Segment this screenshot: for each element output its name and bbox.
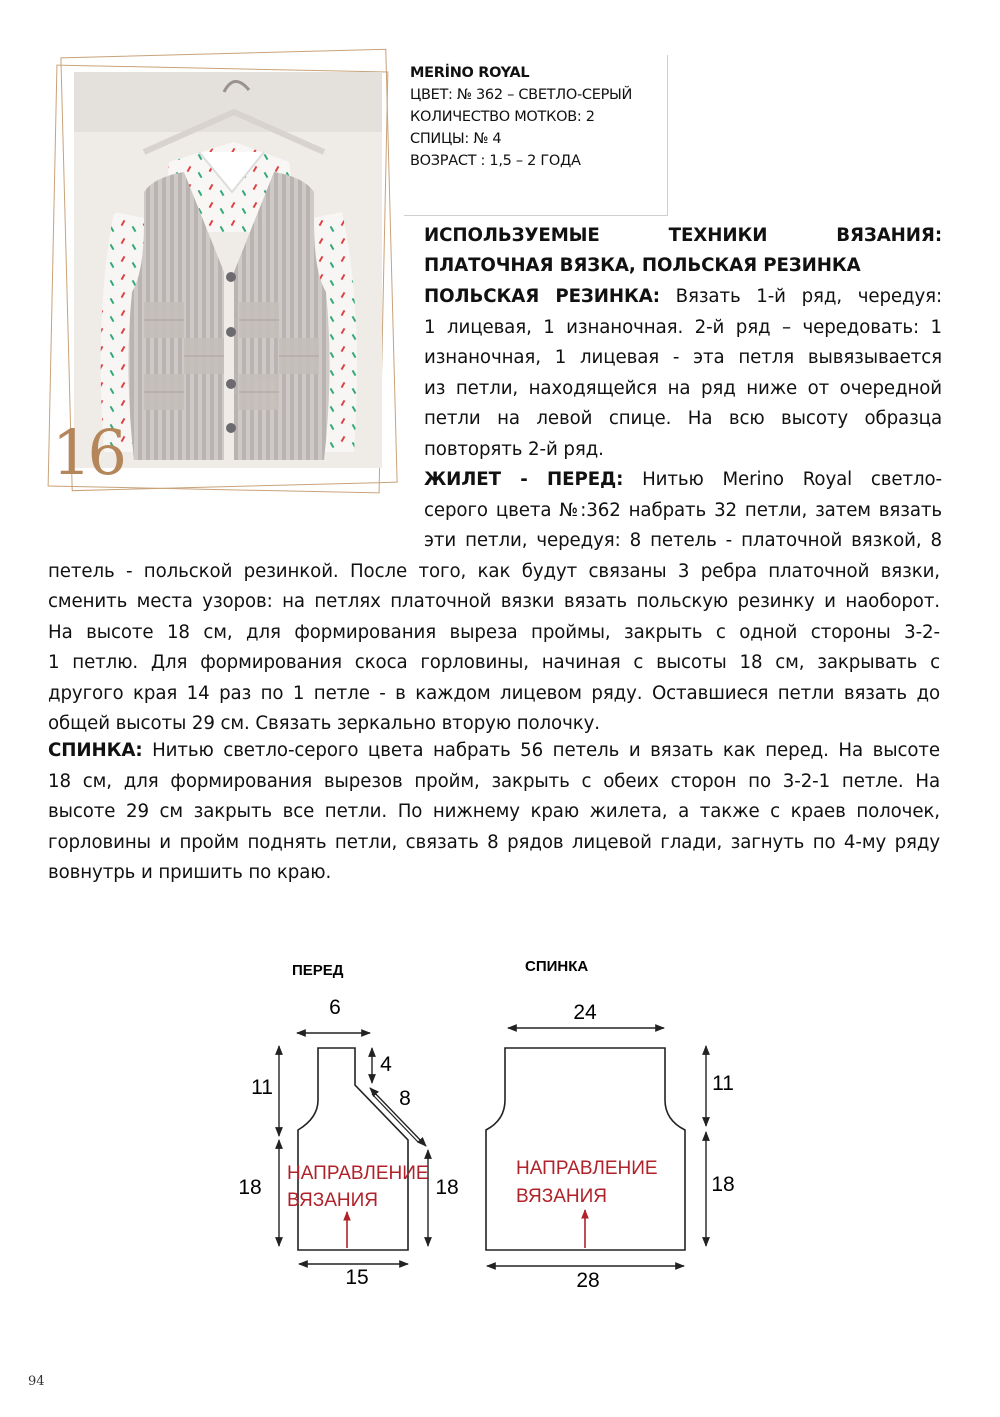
pattern-schema xyxy=(0,940,1000,1300)
back-line-4: горловины и пройм поднять петли, связать 8 рядов лицевой глади, загнуть по 4-му ряду xyxy=(48,832,940,853)
polish-rib-line-2: 1 лицевая, 1 изнаночная. 2-й ряд – чередовать: 1 xyxy=(424,317,942,338)
back-label: СПИНКА: xyxy=(48,740,143,761)
front-direction-line1: НАПРАВЛЕНИЕ xyxy=(287,1163,429,1184)
polish-rib-line-6: повторять 2-й ряд. xyxy=(424,439,604,460)
techniques-heading-line2: ПЛАТОЧНАЯ ВЯЗКА, ПОЛЬСКАЯ РЕЗИНКА xyxy=(424,255,861,276)
front-label: ЖИЛЕТ - ПЕРЕД: xyxy=(424,469,624,490)
front-neck-drop-label: 4 xyxy=(380,1053,392,1076)
polish-rib-label: ПОЛЬСКАЯ РЕЗИНКА: xyxy=(424,286,660,307)
front-direction-line2: ВЯЗАНИЯ xyxy=(287,1190,379,1211)
front-neck-slope-label: 8 xyxy=(399,1087,411,1110)
front-body-right-label: 18 xyxy=(435,1176,459,1199)
front-piece-outline xyxy=(298,1048,408,1250)
yarn-title: MERİNO ROYAL xyxy=(410,65,530,81)
needle-size: СПИЦЫ: № 4 xyxy=(410,131,502,147)
back-top-width-label: 24 xyxy=(573,1001,597,1024)
front-line-6: На высоте 18 см, для формирования выреза проймы, закрыть с одной стороны 3-2- xyxy=(48,622,940,643)
back-direction-line2: ВЯЗАНИЯ xyxy=(516,1186,608,1207)
knitted-vest-photo xyxy=(74,72,382,468)
page-number: 94 xyxy=(28,1374,45,1389)
back-armhole-label: 11 xyxy=(712,1072,734,1095)
polish-rib-line-4: из петли, находящейся на ряд ниже от очередной xyxy=(424,378,942,399)
back-schema-title: СПИНКА xyxy=(525,958,589,975)
front-neck-slope-dim-inner xyxy=(372,1094,418,1142)
child-age: ВОЗРАСТ : 1,5 – 2 ГОДА xyxy=(410,153,581,169)
back-line-3: высоте 29 см закрыть все петли. По нижнему краю жилета, а также с краев полочек, xyxy=(48,801,940,822)
back-line-2: 18 см, для формирования вырезов пройм, закрыть с обеих сторон по 3-2-1 петле. На xyxy=(48,771,940,792)
skein-count: КОЛИЧЕСТВО МОТКОВ: 2 xyxy=(410,109,595,125)
yarn-color: ЦВЕТ: № 362 – СВЕТЛО-СЕРЫЙ xyxy=(410,87,633,103)
back-line-1: СПИНКА: Нитью светло-серого цвета набрать 56 петель и вязать как перед. На высоте xyxy=(48,740,940,761)
polish-rib-line-1: ПОЛЬСКАЯ РЕЗИНКА: Вязать 1-й ряд, чередуя: xyxy=(424,286,942,307)
front-line-3: эти петли, чередуя: 8 петель - платочной вязкой, 8 xyxy=(424,530,942,551)
front-schema-title: ПЕРЕД xyxy=(292,962,344,979)
front-body-left-label: 18 xyxy=(238,1176,262,1199)
polish-rib-line-3: изнаночная, 1 лицевая - эта петля вывязывается xyxy=(424,347,942,368)
front-line-8: другого края 14 раз по 1 петле - в каждом лицевом ряду. Оставшиеся петли вязать до xyxy=(48,683,940,704)
front-armhole-label: 11 xyxy=(251,1076,273,1099)
front-line-4: петель - польской резинкой. После того, как будут связаны 3 ребра платочной вязки, xyxy=(48,561,940,582)
polish-rib-line-5: петли на левой спице. На всю высоту образца xyxy=(424,408,942,429)
front-width-label: 15 xyxy=(345,1266,369,1289)
back-width-label: 28 xyxy=(576,1269,600,1292)
front-line-2: серого цвета №:362 набрать 32 петли, затем вязать xyxy=(424,500,942,521)
pattern-number: 16 xyxy=(52,416,123,489)
front-line-9: общей высоты 29 см. Связать зеркально вторую полочку. xyxy=(48,713,600,734)
back-line-5: вовнутрь и пришить по краю. xyxy=(48,862,332,883)
vest-illustration xyxy=(74,72,382,468)
front-line-1: ЖИЛЕТ - ПЕРЕД: Нитью Merino Royal светло- xyxy=(424,469,942,490)
techniques-heading-line1: ИСПОЛЬЗУЕМЫЕ ТЕХНИКИ ВЯЗАНИЯ: xyxy=(424,225,942,246)
front-line-7: 1 петлю. Для формирования скоса горловины, начиная с высоты 18 см, закрывать с xyxy=(48,652,940,673)
front-shoulder-label: 6 xyxy=(329,996,341,1019)
back-direction-line1: НАПРАВЛЕНИЕ xyxy=(516,1158,658,1179)
back-body-label: 18 xyxy=(711,1173,735,1196)
front-line-5: сменить места узоров: на петлях платочной вязки вязать польскую резинку и наоборот. xyxy=(48,591,940,612)
front-neck-slope-dim xyxy=(370,1088,426,1146)
